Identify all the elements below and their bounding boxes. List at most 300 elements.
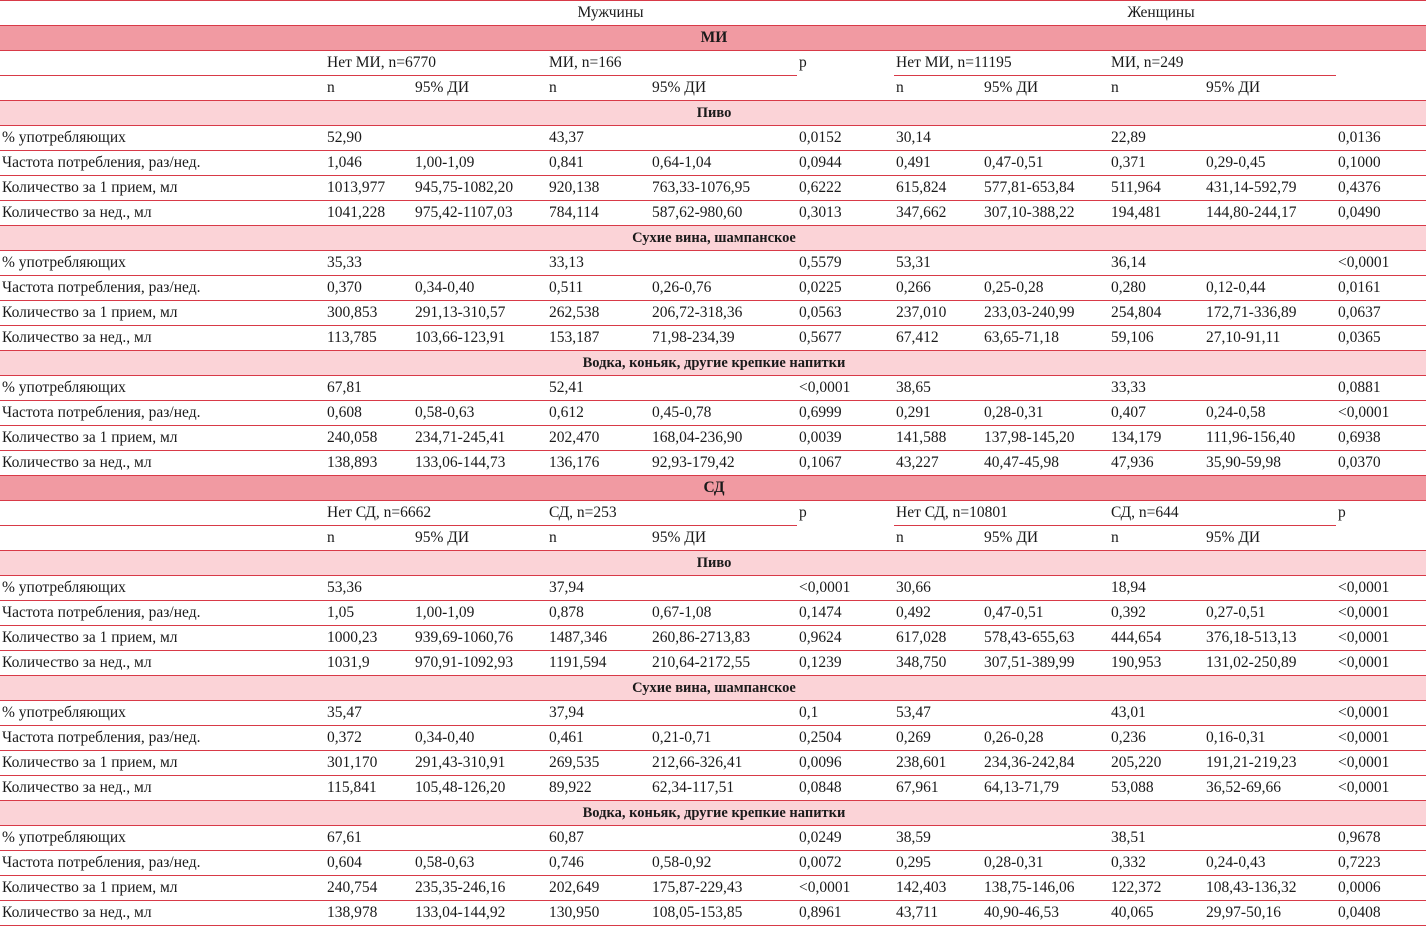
table-cell: 0,0848 bbox=[797, 776, 894, 801]
table-cell bbox=[650, 701, 797, 726]
row-label: Количество за 1 прием, мл bbox=[0, 176, 325, 201]
table-cell: 53,31 bbox=[894, 251, 982, 276]
table-cell: 138,978 bbox=[325, 901, 413, 926]
table-cell: 0,24-0,58 bbox=[1204, 401, 1336, 426]
table-cell: 0,608 bbox=[325, 401, 413, 426]
table-cell: 133,06-144,73 bbox=[413, 451, 547, 476]
table-cell bbox=[982, 576, 1109, 601]
table-cell: 348,750 bbox=[894, 651, 982, 676]
table-cell: 40,47-45,98 bbox=[982, 451, 1109, 476]
table-cell: <0,0001 bbox=[1336, 626, 1426, 651]
table-cell: 113,785 bbox=[325, 326, 413, 351]
table-cell bbox=[413, 251, 547, 276]
row-label: % употребляющих bbox=[0, 251, 325, 276]
men-no-group: Нет СД, n=6662 bbox=[325, 501, 547, 526]
table-row bbox=[0, 126, 1426, 151]
men-p-label: p bbox=[799, 54, 807, 72]
table-cell: 0,27-0,51 bbox=[1204, 601, 1336, 626]
table-cell: 920,138 bbox=[547, 176, 650, 201]
table-cell: 30,14 bbox=[894, 126, 982, 151]
table-cell: 0,0944 bbox=[797, 151, 894, 176]
women-no-group: Нет МИ, n=11195 bbox=[894, 51, 1109, 76]
table-cell: 0,291 bbox=[894, 401, 982, 426]
table-cell bbox=[413, 576, 547, 601]
col-ci-header: 95% ДИ bbox=[1204, 526, 1336, 551]
table-row bbox=[0, 401, 1426, 426]
row-label: Количество за нед., мл bbox=[0, 451, 325, 476]
table-cell: 291,13-310,57 bbox=[413, 301, 547, 326]
table-cell: 0,0881 bbox=[1336, 376, 1426, 401]
table-row bbox=[0, 901, 1426, 926]
table-cell bbox=[650, 126, 797, 151]
table-cell: 0,6222 bbox=[797, 176, 894, 201]
women-p-label: p bbox=[1338, 504, 1346, 522]
table-cell: 0,0161 bbox=[1336, 276, 1426, 301]
section-title-row bbox=[0, 26, 1426, 51]
group-header-row bbox=[0, 501, 1426, 526]
table-row bbox=[0, 826, 1426, 851]
table-cell: 0,7223 bbox=[1336, 851, 1426, 876]
beverage-title: Сухие вина, шампанское bbox=[0, 676, 1426, 701]
table-cell: 67,61 bbox=[325, 826, 413, 851]
table-cell: 35,47 bbox=[325, 701, 413, 726]
table-cell: 0,269 bbox=[894, 726, 982, 751]
empty-cell bbox=[0, 76, 325, 101]
table-cell: 67,81 bbox=[325, 376, 413, 401]
table-row bbox=[0, 651, 1426, 676]
table-cell: 0,1067 bbox=[797, 451, 894, 476]
table-cell: 136,176 bbox=[547, 451, 650, 476]
table-cell: 0,47-0,51 bbox=[982, 601, 1109, 626]
table-cell: 0,0408 bbox=[1336, 901, 1426, 926]
table-cell: 62,34-117,51 bbox=[650, 776, 797, 801]
table-cell: 235,35-246,16 bbox=[413, 876, 547, 901]
col-ci-header: 95% ДИ bbox=[650, 526, 797, 551]
col-ci-header: 95% ДИ bbox=[413, 526, 547, 551]
table-cell: 60,87 bbox=[547, 826, 650, 851]
table-row bbox=[0, 201, 1426, 226]
beverage-title: Пиво bbox=[0, 551, 1426, 576]
table-cell: 37,94 bbox=[547, 576, 650, 601]
men-yes-group: МИ, n=166 bbox=[547, 51, 797, 76]
table-row bbox=[0, 301, 1426, 326]
table-cell: 63,65-71,18 bbox=[982, 326, 1109, 351]
table-cell: 0,5677 bbox=[797, 326, 894, 351]
table-cell: 0,0096 bbox=[797, 751, 894, 776]
table-cell: 0,392 bbox=[1109, 601, 1204, 626]
table-cell: 0,24-0,43 bbox=[1204, 851, 1336, 876]
table-cell: 0,841 bbox=[547, 151, 650, 176]
table-cell: 108,43-136,32 bbox=[1204, 876, 1336, 901]
table-cell: 0,21-0,71 bbox=[650, 726, 797, 751]
table-body bbox=[0, 1, 1426, 926]
col-n-header: n bbox=[894, 76, 982, 101]
table-cell: 1,046 bbox=[325, 151, 413, 176]
table-cell: 376,18-513,13 bbox=[1204, 626, 1336, 651]
row-label: Частота потребления, раз/нед. bbox=[0, 726, 325, 751]
table-cell: 300,853 bbox=[325, 301, 413, 326]
men-header: Мужчины bbox=[325, 1, 894, 26]
women-no-group: Нет СД, n=10801 bbox=[894, 501, 1109, 526]
col-ci-header: 95% ДИ bbox=[413, 76, 547, 101]
table-cell: 43,01 bbox=[1109, 701, 1204, 726]
table-cell: 105,48-126,20 bbox=[413, 776, 547, 801]
table-cell: 1041,228 bbox=[325, 201, 413, 226]
table-cell: 36,52-69,66 bbox=[1204, 776, 1336, 801]
table-cell: 43,227 bbox=[894, 451, 982, 476]
table-cell: 0,266 bbox=[894, 276, 982, 301]
row-label: % употребляющих bbox=[0, 376, 325, 401]
group-header-row bbox=[0, 51, 1426, 76]
table-cell: 939,69-1060,76 bbox=[413, 626, 547, 651]
table-cell: 1,00-1,09 bbox=[413, 151, 547, 176]
table-cell: 142,403 bbox=[894, 876, 982, 901]
table-cell: 141,588 bbox=[894, 426, 982, 451]
women-header: Женщины bbox=[894, 1, 1426, 26]
empty-cell bbox=[1336, 76, 1426, 101]
table-cell: 587,62-980,60 bbox=[650, 201, 797, 226]
table-cell: 43,37 bbox=[547, 126, 650, 151]
table-cell: <0,0001 bbox=[797, 376, 894, 401]
table-cell: 59,106 bbox=[1109, 326, 1204, 351]
table-cell: 0,0006 bbox=[1336, 876, 1426, 901]
table-cell: 577,81-653,84 bbox=[982, 176, 1109, 201]
table-cell: 36,14 bbox=[1109, 251, 1204, 276]
table-row bbox=[0, 851, 1426, 876]
table-row bbox=[0, 426, 1426, 451]
table-cell: 307,10-388,22 bbox=[982, 201, 1109, 226]
row-label: Количество за 1 прием, мл bbox=[0, 876, 325, 901]
table-cell: <0,0001 bbox=[1336, 576, 1426, 601]
table-cell: <0,0001 bbox=[1336, 701, 1426, 726]
row-label: % употребляющих bbox=[0, 576, 325, 601]
table-cell: 0,1 bbox=[797, 701, 894, 726]
col-n-header: n bbox=[547, 76, 650, 101]
table-cell: 0,6938 bbox=[1336, 426, 1426, 451]
table-cell: 47,936 bbox=[1109, 451, 1204, 476]
table-cell: 108,05-153,85 bbox=[650, 901, 797, 926]
table-cell: 22,89 bbox=[1109, 126, 1204, 151]
table-cell: 970,91-1092,93 bbox=[413, 651, 547, 676]
row-label: % употребляющих bbox=[0, 701, 325, 726]
table-row bbox=[0, 251, 1426, 276]
table-cell: 18,94 bbox=[1109, 576, 1204, 601]
table-row bbox=[0, 601, 1426, 626]
table-cell: 0,8961 bbox=[797, 901, 894, 926]
col-ci-header: 95% ДИ bbox=[982, 76, 1109, 101]
table-cell: 0,4376 bbox=[1336, 176, 1426, 201]
table-cell: 431,14-592,79 bbox=[1204, 176, 1336, 201]
table-cell: 0,2504 bbox=[797, 726, 894, 751]
table-cell bbox=[413, 376, 547, 401]
table-cell bbox=[1204, 701, 1336, 726]
table-cell: 234,71-245,41 bbox=[413, 426, 547, 451]
col-n-header: n bbox=[325, 76, 413, 101]
empty-cell bbox=[1336, 526, 1426, 551]
table-cell: 1487,346 bbox=[547, 626, 650, 651]
table-cell: 1,00-1,09 bbox=[413, 601, 547, 626]
table-cell: 615,824 bbox=[894, 176, 982, 201]
men-p-label: p bbox=[799, 504, 807, 522]
table-cell: 0,58-0,92 bbox=[650, 851, 797, 876]
table-cell: 0,280 bbox=[1109, 276, 1204, 301]
table-row bbox=[0, 326, 1426, 351]
table-cell: 0,1474 bbox=[797, 601, 894, 626]
table-cell: 0,12-0,44 bbox=[1204, 276, 1336, 301]
table-cell: 53,47 bbox=[894, 701, 982, 726]
table-cell: 43,711 bbox=[894, 901, 982, 926]
table-cell: 0,0072 bbox=[797, 851, 894, 876]
table-cell: 30,66 bbox=[894, 576, 982, 601]
col-ci-header: 95% ДИ bbox=[982, 526, 1109, 551]
table-cell: 0,0490 bbox=[1336, 201, 1426, 226]
men-no-group: Нет МИ, n=6770 bbox=[325, 51, 547, 76]
table-cell: 33,33 bbox=[1109, 376, 1204, 401]
table-cell: 0,0370 bbox=[1336, 451, 1426, 476]
table-cell: 0,0563 bbox=[797, 301, 894, 326]
table-row bbox=[0, 876, 1426, 901]
table-cell: 784,114 bbox=[547, 201, 650, 226]
col-n-header: n bbox=[894, 526, 982, 551]
table-cell: 29,97-50,16 bbox=[1204, 901, 1336, 926]
table-cell: 0,370 bbox=[325, 276, 413, 301]
row-label: Количество за 1 прием, мл bbox=[0, 751, 325, 776]
table-cell: 131,02-250,89 bbox=[1204, 651, 1336, 676]
table-cell: 0,34-0,40 bbox=[413, 726, 547, 751]
table-row bbox=[0, 726, 1426, 751]
table-cell: 0,25-0,28 bbox=[982, 276, 1109, 301]
table-cell: <0,0001 bbox=[1336, 651, 1426, 676]
table-cell bbox=[1204, 251, 1336, 276]
table-cell: 0,372 bbox=[325, 726, 413, 751]
table-cell: 0,26-0,76 bbox=[650, 276, 797, 301]
table-cell: 191,21-219,23 bbox=[1204, 751, 1336, 776]
beverage-title-row bbox=[0, 801, 1426, 826]
table-cell: 35,90-59,98 bbox=[1204, 451, 1336, 476]
table-row bbox=[0, 151, 1426, 176]
table-cell: 0,746 bbox=[547, 851, 650, 876]
row-label: Количество за нед., мл bbox=[0, 651, 325, 676]
table-cell: 1191,594 bbox=[547, 651, 650, 676]
table-cell: 37,94 bbox=[547, 701, 650, 726]
table-cell: 130,950 bbox=[547, 901, 650, 926]
row-label: Частота потребления, раз/нед. bbox=[0, 601, 325, 626]
table-cell: 240,754 bbox=[325, 876, 413, 901]
table-cell bbox=[982, 826, 1109, 851]
table-cell: 38,65 bbox=[894, 376, 982, 401]
empty-cell bbox=[797, 526, 894, 551]
table-cell: 52,41 bbox=[547, 376, 650, 401]
table-cell: 301,170 bbox=[325, 751, 413, 776]
table-cell: 212,66-326,41 bbox=[650, 751, 797, 776]
table-cell: 1013,977 bbox=[325, 176, 413, 201]
row-label: Частота потребления, раз/нед. bbox=[0, 851, 325, 876]
table-cell: 0,28-0,31 bbox=[982, 401, 1109, 426]
row-label: Частота потребления, раз/нед. bbox=[0, 401, 325, 426]
table-cell: 137,98-145,20 bbox=[982, 426, 1109, 451]
beverage-title-row bbox=[0, 351, 1426, 376]
table-cell bbox=[413, 126, 547, 151]
table-row bbox=[0, 176, 1426, 201]
table-cell: 0,0365 bbox=[1336, 326, 1426, 351]
table-cell: 1031,9 bbox=[325, 651, 413, 676]
gender-header-row bbox=[0, 1, 1426, 26]
table-cell: 202,470 bbox=[547, 426, 650, 451]
table-cell: 234,36-242,84 bbox=[982, 751, 1109, 776]
table-cell: 122,372 bbox=[1109, 876, 1204, 901]
table-cell: 0,1000 bbox=[1336, 151, 1426, 176]
table-cell: 0,45-0,78 bbox=[650, 401, 797, 426]
table-cell: 53,36 bbox=[325, 576, 413, 601]
beverage-title-row bbox=[0, 676, 1426, 701]
row-label: % употребляющих bbox=[0, 826, 325, 851]
table-cell: 89,922 bbox=[547, 776, 650, 801]
table-row bbox=[0, 701, 1426, 726]
table-cell: 0,511 bbox=[547, 276, 650, 301]
table-cell: 134,179 bbox=[1109, 426, 1204, 451]
table-cell: 307,51-389,99 bbox=[982, 651, 1109, 676]
table-cell: 1,05 bbox=[325, 601, 413, 626]
table-cell: 33,13 bbox=[547, 251, 650, 276]
section-title: СД bbox=[0, 476, 1426, 501]
table-cell: 0,0637 bbox=[1336, 301, 1426, 326]
col-ci-header: 95% ДИ bbox=[1204, 76, 1336, 101]
table-cell: 144,80-244,17 bbox=[1204, 201, 1336, 226]
table-cell bbox=[1204, 576, 1336, 601]
table-cell: <0,0001 bbox=[1336, 726, 1426, 751]
table-cell: 1000,23 bbox=[325, 626, 413, 651]
table-cell: 0,0136 bbox=[1336, 126, 1426, 151]
table-row bbox=[0, 451, 1426, 476]
table-cell: 64,13-71,79 bbox=[982, 776, 1109, 801]
empty-cell bbox=[0, 501, 325, 526]
column-header-row bbox=[0, 526, 1426, 551]
table-row bbox=[0, 626, 1426, 651]
row-label: Количество за 1 прием, мл bbox=[0, 301, 325, 326]
table-cell: <0,0001 bbox=[797, 576, 894, 601]
table-cell: 0,492 bbox=[894, 601, 982, 626]
table-cell: 115,841 bbox=[325, 776, 413, 801]
col-n-header: n bbox=[1109, 76, 1204, 101]
table-cell: 0,1239 bbox=[797, 651, 894, 676]
empty-cell bbox=[797, 76, 894, 101]
table-cell: 27,10-91,11 bbox=[1204, 326, 1336, 351]
table-cell: 190,953 bbox=[1109, 651, 1204, 676]
row-label: Количество за нед., мл bbox=[0, 776, 325, 801]
table-cell: 210,64-2172,55 bbox=[650, 651, 797, 676]
empty-cell bbox=[0, 1, 325, 26]
table-cell: 35,33 bbox=[325, 251, 413, 276]
table-cell: 153,187 bbox=[547, 326, 650, 351]
table-row bbox=[0, 376, 1426, 401]
table-cell: 0,67-1,08 bbox=[650, 601, 797, 626]
table-cell: 617,028 bbox=[894, 626, 982, 651]
table-cell bbox=[413, 826, 547, 851]
table-cell: 260,86-2713,83 bbox=[650, 626, 797, 651]
table-cell: 0,878 bbox=[547, 601, 650, 626]
section-title: МИ bbox=[0, 26, 1426, 51]
col-n-header: n bbox=[325, 526, 413, 551]
table-cell: 444,654 bbox=[1109, 626, 1204, 651]
table-cell: 71,98-234,39 bbox=[650, 326, 797, 351]
table-cell bbox=[413, 701, 547, 726]
table-cell: 175,87-229,43 bbox=[650, 876, 797, 901]
table-cell bbox=[650, 376, 797, 401]
table-cell: 67,412 bbox=[894, 326, 982, 351]
table-cell bbox=[982, 126, 1109, 151]
table-cell bbox=[982, 701, 1109, 726]
beverage-title-row bbox=[0, 226, 1426, 251]
table-cell: 269,535 bbox=[547, 751, 650, 776]
table-cell: 238,601 bbox=[894, 751, 982, 776]
table-cell: 133,04-144,92 bbox=[413, 901, 547, 926]
table-cell: 0,6999 bbox=[797, 401, 894, 426]
table-cell: 0,28-0,31 bbox=[982, 851, 1109, 876]
table-cell: 0,58-0,63 bbox=[413, 401, 547, 426]
table-cell bbox=[982, 376, 1109, 401]
table-cell: <0,0001 bbox=[1336, 401, 1426, 426]
table-cell: 0,64-1,04 bbox=[650, 151, 797, 176]
beverage-title-row bbox=[0, 101, 1426, 126]
column-header-row bbox=[0, 76, 1426, 101]
table-cell bbox=[650, 826, 797, 851]
table-cell: 240,058 bbox=[325, 426, 413, 451]
table-cell: 0,58-0,63 bbox=[413, 851, 547, 876]
table-cell: 194,481 bbox=[1109, 201, 1204, 226]
row-label: Количество за 1 прием, мл bbox=[0, 626, 325, 651]
table-cell: 0,16-0,31 bbox=[1204, 726, 1336, 751]
table-cell: 975,42-1107,03 bbox=[413, 201, 547, 226]
table-cell: 38,51 bbox=[1109, 826, 1204, 851]
table-row bbox=[0, 776, 1426, 801]
table-cell: 233,03-240,99 bbox=[982, 301, 1109, 326]
table-cell: 52,90 bbox=[325, 126, 413, 151]
table-cell: 0,26-0,28 bbox=[982, 726, 1109, 751]
table-cell bbox=[982, 251, 1109, 276]
table-cell: 0,0039 bbox=[797, 426, 894, 451]
empty-cell bbox=[0, 526, 325, 551]
table-cell: 0,612 bbox=[547, 401, 650, 426]
row-label: Количество за нед., мл bbox=[0, 201, 325, 226]
row-label: Частота потребления, раз/нед. bbox=[0, 276, 325, 301]
table-cell: 0,0225 bbox=[797, 276, 894, 301]
beverage-title: Пиво bbox=[0, 101, 1426, 126]
table-cell: 205,220 bbox=[1109, 751, 1204, 776]
beverage-title-row bbox=[0, 551, 1426, 576]
table-cell: 0,29-0,45 bbox=[1204, 151, 1336, 176]
table-cell: 578,43-655,63 bbox=[982, 626, 1109, 651]
table-cell: 0,0249 bbox=[797, 826, 894, 851]
empty-cell bbox=[0, 51, 325, 76]
beverage-title: Сухие вина, шампанское bbox=[0, 226, 1426, 251]
table-cell: 0,47-0,51 bbox=[982, 151, 1109, 176]
table-cell: 0,0152 bbox=[797, 126, 894, 151]
table-cell: 0,371 bbox=[1109, 151, 1204, 176]
table-cell: 138,75-146,06 bbox=[982, 876, 1109, 901]
men-yes-group: СД, n=253 bbox=[547, 501, 797, 526]
beverage-title: Водка, коньяк, другие крепкие напитки bbox=[0, 801, 1426, 826]
row-label: % употребляющих bbox=[0, 126, 325, 151]
table-cell: 0,295 bbox=[894, 851, 982, 876]
table-row bbox=[0, 576, 1426, 601]
women-yes-group: МИ, n=249 bbox=[1109, 51, 1336, 76]
table-cell: 206,72-318,36 bbox=[650, 301, 797, 326]
table-cell: 262,538 bbox=[547, 301, 650, 326]
beverage-title: Водка, коньяк, другие крепкие напитки bbox=[0, 351, 1426, 376]
table-cell: 0,491 bbox=[894, 151, 982, 176]
row-label: Частота потребления, раз/нед. bbox=[0, 151, 325, 176]
table-cell: 92,93-179,42 bbox=[650, 451, 797, 476]
